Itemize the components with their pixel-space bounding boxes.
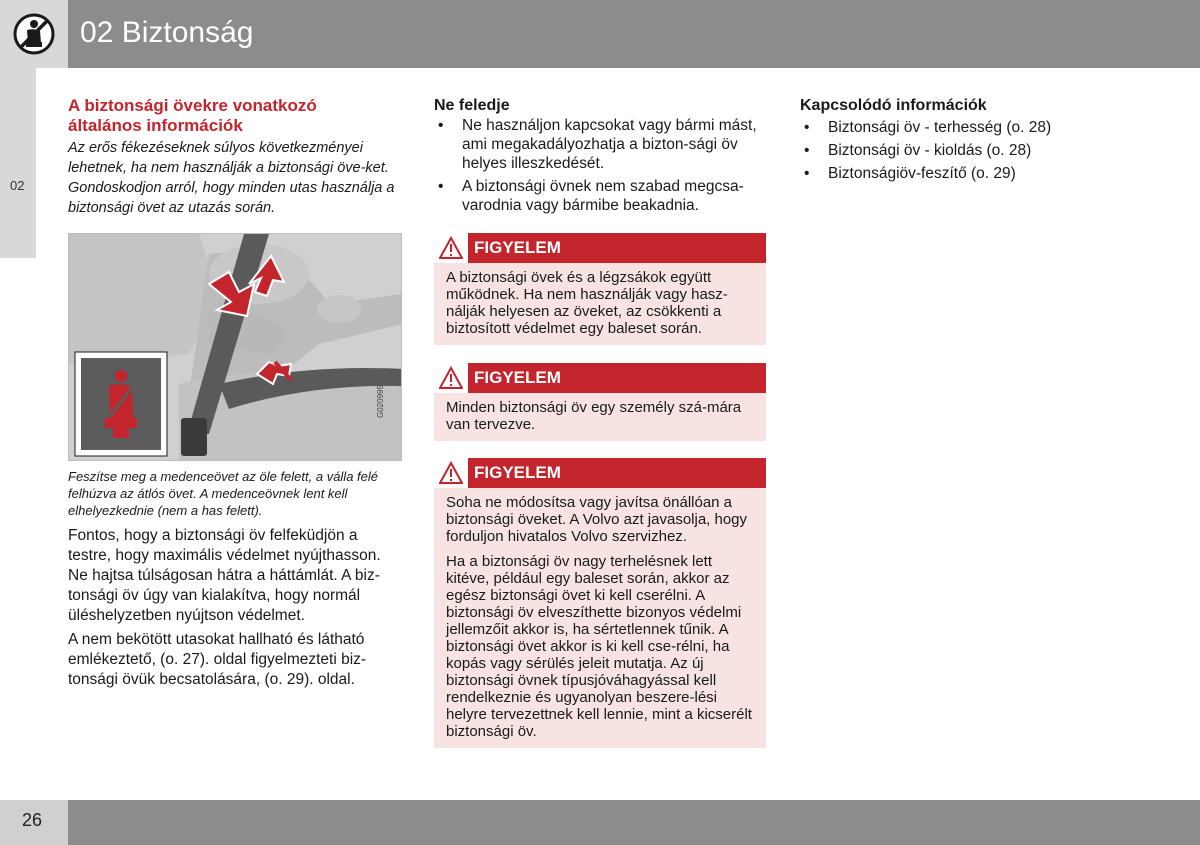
seatbelt-illustration bbox=[68, 233, 402, 461]
section-title-line1: A biztonsági övekre vonatkozó bbox=[68, 96, 317, 115]
crash-dummy-illustration bbox=[69, 234, 402, 461]
bullet-icon: • bbox=[438, 178, 444, 195]
warning-text: Minden biztonsági öv egy személy szá-mára van tervezve. bbox=[446, 399, 742, 433]
list-item-text: Ne használjon kapcsokat vagy bármi mást, ami megakadályozhatja a bizton-sági öv helyes illeszkedését. bbox=[462, 117, 757, 172]
warning-triangle-icon bbox=[439, 461, 463, 485]
related-link[interactable] bbox=[800, 164, 1160, 183]
list-item bbox=[434, 116, 766, 173]
bullet-icon: • bbox=[438, 117, 444, 134]
reminder-heading: Ne feledje bbox=[434, 97, 510, 114]
warning-triangle-box bbox=[434, 233, 468, 263]
warning-box bbox=[434, 458, 766, 748]
body-paragraph-2: A nem bekötött utasokat hallható és látható emlékeztető, (o. 27). oldal figyelmezteti biz-tonsági övük becsatolására, (o. 29). oldal. bbox=[68, 631, 367, 688]
related-link-text[interactable]: Biztonságiöv-feszítő (o. 29) bbox=[828, 165, 1016, 182]
reminder-list bbox=[434, 116, 766, 215]
related-info-heading: Kapcsolódó információk bbox=[800, 97, 987, 114]
list-item-text: A biztonsági övnek nem szabad megcsa-varodnia vagy bármibe beakadnia. bbox=[462, 178, 744, 214]
seatbelt-warning-icon bbox=[12, 12, 56, 56]
warning-body bbox=[434, 263, 766, 345]
warning-text: A biztonsági övek és a légzsákok együtt működnek. Ha nem használják vagy hasz-nálják helyesen az öveket, az csökkenti a biztosított védelmet egy baleset során. bbox=[446, 269, 728, 337]
bullet-icon: • bbox=[804, 119, 810, 136]
warning-box bbox=[434, 233, 766, 345]
intro-text: Az erős fékezéseknek súlyos következményei lehetnek, ha nem használják a biztonsági öve-ket. Gondoskodjon arról, hogy minden utas használja a biztonsági övet az utazás során. bbox=[68, 140, 395, 216]
header-icon-box bbox=[0, 0, 68, 68]
list-item bbox=[434, 177, 766, 215]
related-link[interactable] bbox=[800, 118, 1160, 137]
warning-triangle-box bbox=[434, 363, 468, 393]
page-number: 26 bbox=[22, 810, 43, 830]
reminder-column bbox=[434, 96, 766, 219]
body-paragraph-1: Fontos, hogy a biztonsági öv felfeküdjön a testre, hogy maximális védelmet nyújthasson. Ne hajtsa túlságosan hátra a háttámlát. A biz-tonsági öv úgy van kialakítva, hogy normál üléshelyzetben nyújtson védelmet. bbox=[68, 527, 381, 624]
warning-body bbox=[434, 393, 766, 441]
section-title bbox=[68, 96, 402, 136]
chapter-tab-label: 02 bbox=[10, 178, 25, 193]
related-info-column bbox=[800, 96, 1160, 187]
warning-triangle-icon bbox=[439, 366, 463, 390]
figure-code: G020995 bbox=[376, 385, 385, 418]
related-link-text[interactable]: Biztonsági öv - kioldás (o. 28) bbox=[828, 142, 1032, 159]
warning-header bbox=[434, 233, 766, 263]
bullet-icon: • bbox=[804, 165, 810, 182]
related-links-list bbox=[800, 118, 1160, 183]
related-link[interactable] bbox=[800, 141, 1160, 160]
chapter-title: 02 Biztonság bbox=[80, 16, 254, 49]
warning-header bbox=[434, 363, 766, 393]
warning-box bbox=[434, 363, 766, 441]
warning-text: Ha a biztonsági öv nagy terhelésnek lett kitéve, például egy baleset során, akkor az egész biztonsági övet ki kell cserélni. A biztonsági öv elveszíthette bizonyos védelmi jellemzőit akkor is, ha sértetlennek tűnik. A biztonsági övet akkor is ki kell cse-rélni, ha kopás vagy sérülés jeleit mutatja. Az új biztonsági övnek típusjóváhagyással kell rendelkeznie és ugyanolyan beszere-lési helyre tervezettnek kell lennie, mint a kicserélt biztonsági öv. bbox=[446, 553, 752, 740]
article-column bbox=[68, 96, 402, 218]
warning-body bbox=[434, 488, 766, 748]
warning-triangle-box bbox=[434, 458, 468, 488]
figure-caption: Feszítse meg a medenceövet az öle felett, a válla felé felhúzva az átlós övet. A medenceövnek lent kell elhelyezkednie (nem a has felett). bbox=[68, 469, 379, 518]
warning-triangle-icon bbox=[439, 236, 463, 260]
warning-text: Soha ne módosítsa vagy javítsa önállóan a biztonsági öveket. A Volvo azt javasolja, hogy forduljon hivatalos Volvo szervizhez. bbox=[446, 494, 748, 545]
section-title-line2: általános információk bbox=[68, 116, 243, 135]
warning-header bbox=[434, 458, 766, 488]
bullet-icon: • bbox=[804, 142, 810, 159]
footer-bar bbox=[68, 800, 1200, 845]
warning-title: FIGYELEM bbox=[474, 463, 561, 482]
warning-title: FIGYELEM bbox=[474, 368, 561, 387]
chapter-side-tab bbox=[0, 68, 36, 258]
warning-title: FIGYELEM bbox=[474, 238, 561, 257]
related-link-text[interactable]: Biztonsági öv - terhesség (o. 28) bbox=[828, 119, 1052, 136]
